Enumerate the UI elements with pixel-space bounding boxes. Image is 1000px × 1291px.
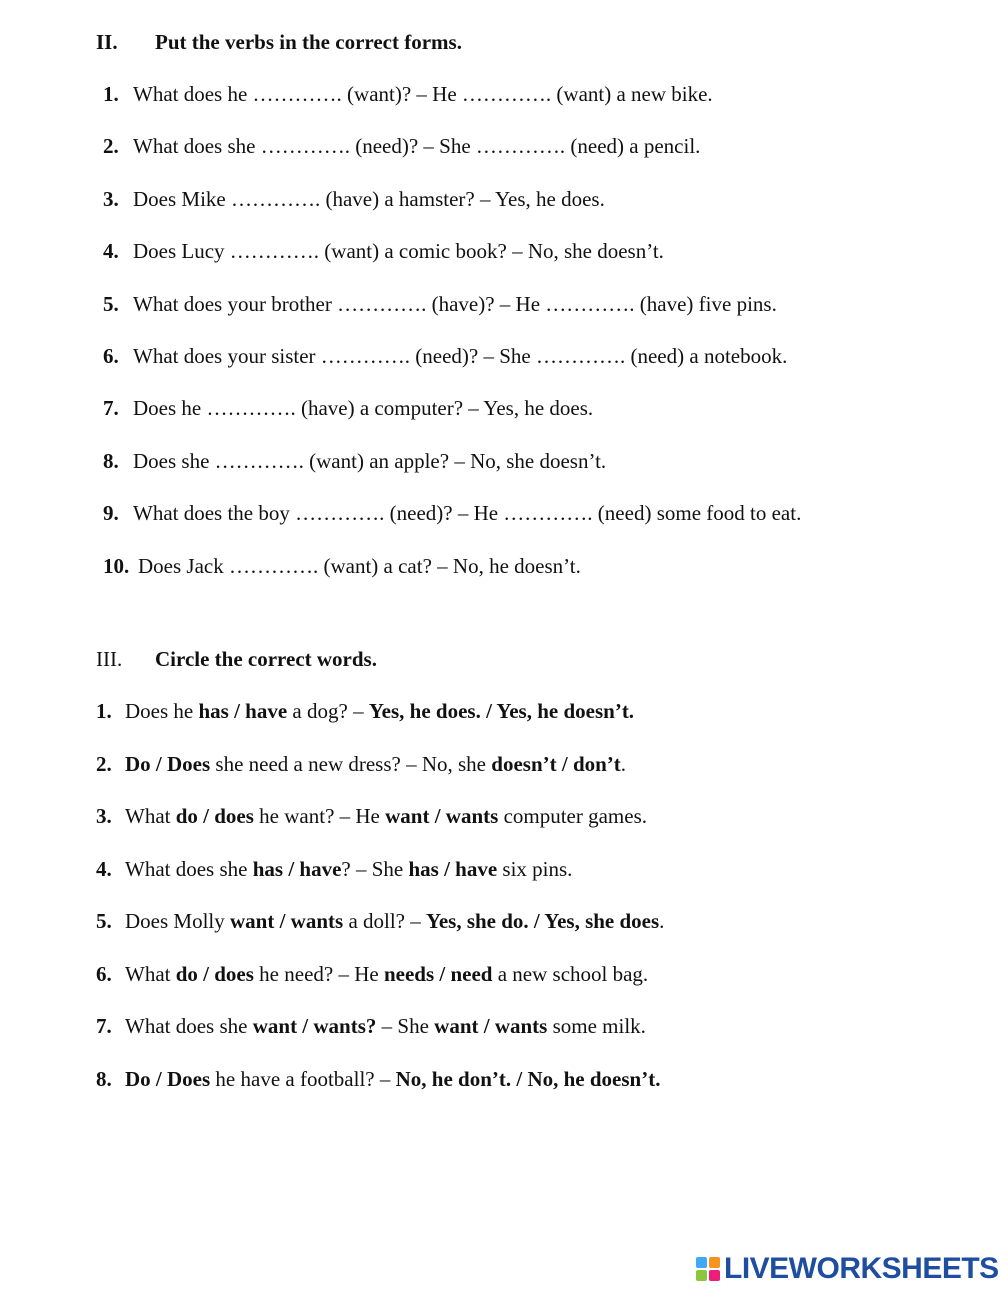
answer-choice: want / wants	[385, 804, 499, 828]
item-text: she need a new dress? – No, she	[210, 751, 492, 776]
answer-choice: Yes, he does. / Yes, he doesn’t.	[368, 699, 635, 723]
item-number: 7.	[96, 1014, 112, 1038]
answer-choice: Yes, she do. / Yes, she does	[426, 909, 660, 933]
item-number: 8.	[96, 1066, 112, 1091]
item-text: Does Jack …………. (want) a cat? – No, he doesn’t.	[138, 553, 581, 578]
section-3-roman: III.	[96, 647, 123, 671]
item-number: 4.	[103, 239, 119, 264]
item-text: he need? – He	[253, 961, 384, 986]
item-text: ? – She	[341, 856, 409, 881]
item-text: Does Molly	[125, 909, 230, 933]
answer-choice: needs / need	[383, 961, 493, 986]
answer-choice: has / have	[252, 856, 342, 881]
answer-choice: do / does	[175, 961, 254, 986]
liveworksheets-logo	[696, 1252, 999, 1286]
item-text: What	[125, 961, 176, 986]
item-text: Does Lucy …………. (want) a comic book? – No, she doesn’t.	[133, 239, 664, 264]
item-number: 7.	[103, 396, 119, 421]
item-number: 1.	[96, 699, 112, 723]
item-number: 3.	[103, 186, 119, 211]
section-2-title: Put the verbs in the correct forms.	[155, 30, 462, 54]
exercise-2-item	[103, 82, 713, 107]
answer-choice: do / does	[175, 804, 254, 828]
item-text: a new school bag.	[492, 961, 649, 986]
exercise-2-item	[103, 396, 593, 421]
answer-choice: has / have	[198, 699, 288, 723]
item-text: What does the boy …………. (need)? – He …………. (need) some food to eat.	[133, 501, 802, 526]
section-3-heading	[96, 647, 377, 672]
item-text: What does your brother …………. (have)? – He …………. (have) five pins.	[133, 291, 777, 316]
item-text: What does your sister …………. (need)? – She …………. (need) a notebook.	[133, 344, 788, 368]
exercise-3-item	[96, 909, 664, 934]
item-number: 3.	[96, 804, 112, 828]
item-text: What does she	[125, 856, 253, 881]
item-number: 6.	[96, 961, 112, 986]
item-text: What does she …………. (need)? – She …………. (need) a pencil.	[133, 134, 701, 159]
section-2-roman: II.	[96, 30, 118, 54]
item-text: a doll? –	[343, 909, 426, 933]
exercise-2-item	[103, 501, 801, 526]
item-text: computer games.	[498, 804, 648, 828]
item-text: he have a football? –	[210, 1066, 396, 1091]
item-text: six pins.	[497, 856, 573, 881]
item-text: .	[659, 909, 665, 933]
answer-choice: has / have	[408, 856, 498, 881]
exercise-2-item	[103, 554, 581, 579]
item-text: Does he …………. (have) a computer? – Yes, he does.	[133, 396, 594, 421]
exercise-3-item	[96, 1067, 660, 1092]
section-2-heading	[96, 30, 462, 55]
answer-choice: want / wants?	[252, 1014, 377, 1038]
item-number: 9.	[103, 501, 119, 526]
item-text: Does she …………. (want) an apple? – No, she doesn’t.	[133, 448, 607, 473]
exercise-3-item	[96, 962, 648, 987]
exercise-3-item	[96, 699, 634, 724]
item-text: a dog? –	[287, 699, 369, 723]
logo-text: LIVEWORKSHEETS	[724, 1252, 999, 1285]
exercise-3-item	[96, 804, 647, 829]
item-number: 10.	[103, 553, 130, 578]
item-text: What	[125, 804, 176, 828]
item-text: Does Mike …………. (have) a hamster? – Yes, he does.	[133, 186, 605, 211]
exercise-3-item	[96, 1014, 646, 1039]
answer-choice: Do / Does	[125, 1066, 211, 1091]
item-text: – She	[376, 1014, 435, 1038]
item-number: 8.	[103, 448, 119, 473]
item-text: he want? – He	[253, 804, 386, 828]
item-text: What does she	[125, 1014, 253, 1038]
item-text: some milk.	[547, 1014, 646, 1038]
section-3-title: Circle the correct words.	[155, 647, 377, 671]
item-number: 6.	[103, 344, 119, 368]
exercise-2-item	[103, 292, 777, 317]
answer-choice: want / wants	[434, 1014, 548, 1038]
item-number: 5.	[103, 291, 119, 316]
exercise-2-item	[103, 449, 606, 474]
answer-choice: doesn’t / don’t	[491, 751, 621, 776]
exercise-3-item	[96, 857, 572, 882]
item-number: 4.	[96, 856, 112, 881]
exercise-2-item	[103, 344, 787, 369]
exercise-2-item	[103, 239, 664, 264]
exercise-2-item	[103, 187, 605, 212]
answer-choice: Do / Does	[125, 751, 211, 776]
exercise-2-item	[103, 134, 700, 159]
answer-choice: want / wants	[230, 909, 344, 933]
item-number: 2.	[96, 751, 112, 776]
item-number: 5.	[96, 909, 112, 933]
answer-choice: No, he don’t. / No, he doesn’t.	[395, 1066, 661, 1091]
item-text: What does he …………. (want)? – He …………. (want) a new bike.	[133, 82, 713, 106]
exercise-3-item	[96, 752, 626, 777]
item-number: 2.	[103, 134, 119, 159]
item-text: .	[620, 751, 627, 776]
item-number: 1.	[103, 82, 119, 106]
item-text: Does he	[125, 699, 199, 723]
logo-icon	[696, 1257, 720, 1281]
